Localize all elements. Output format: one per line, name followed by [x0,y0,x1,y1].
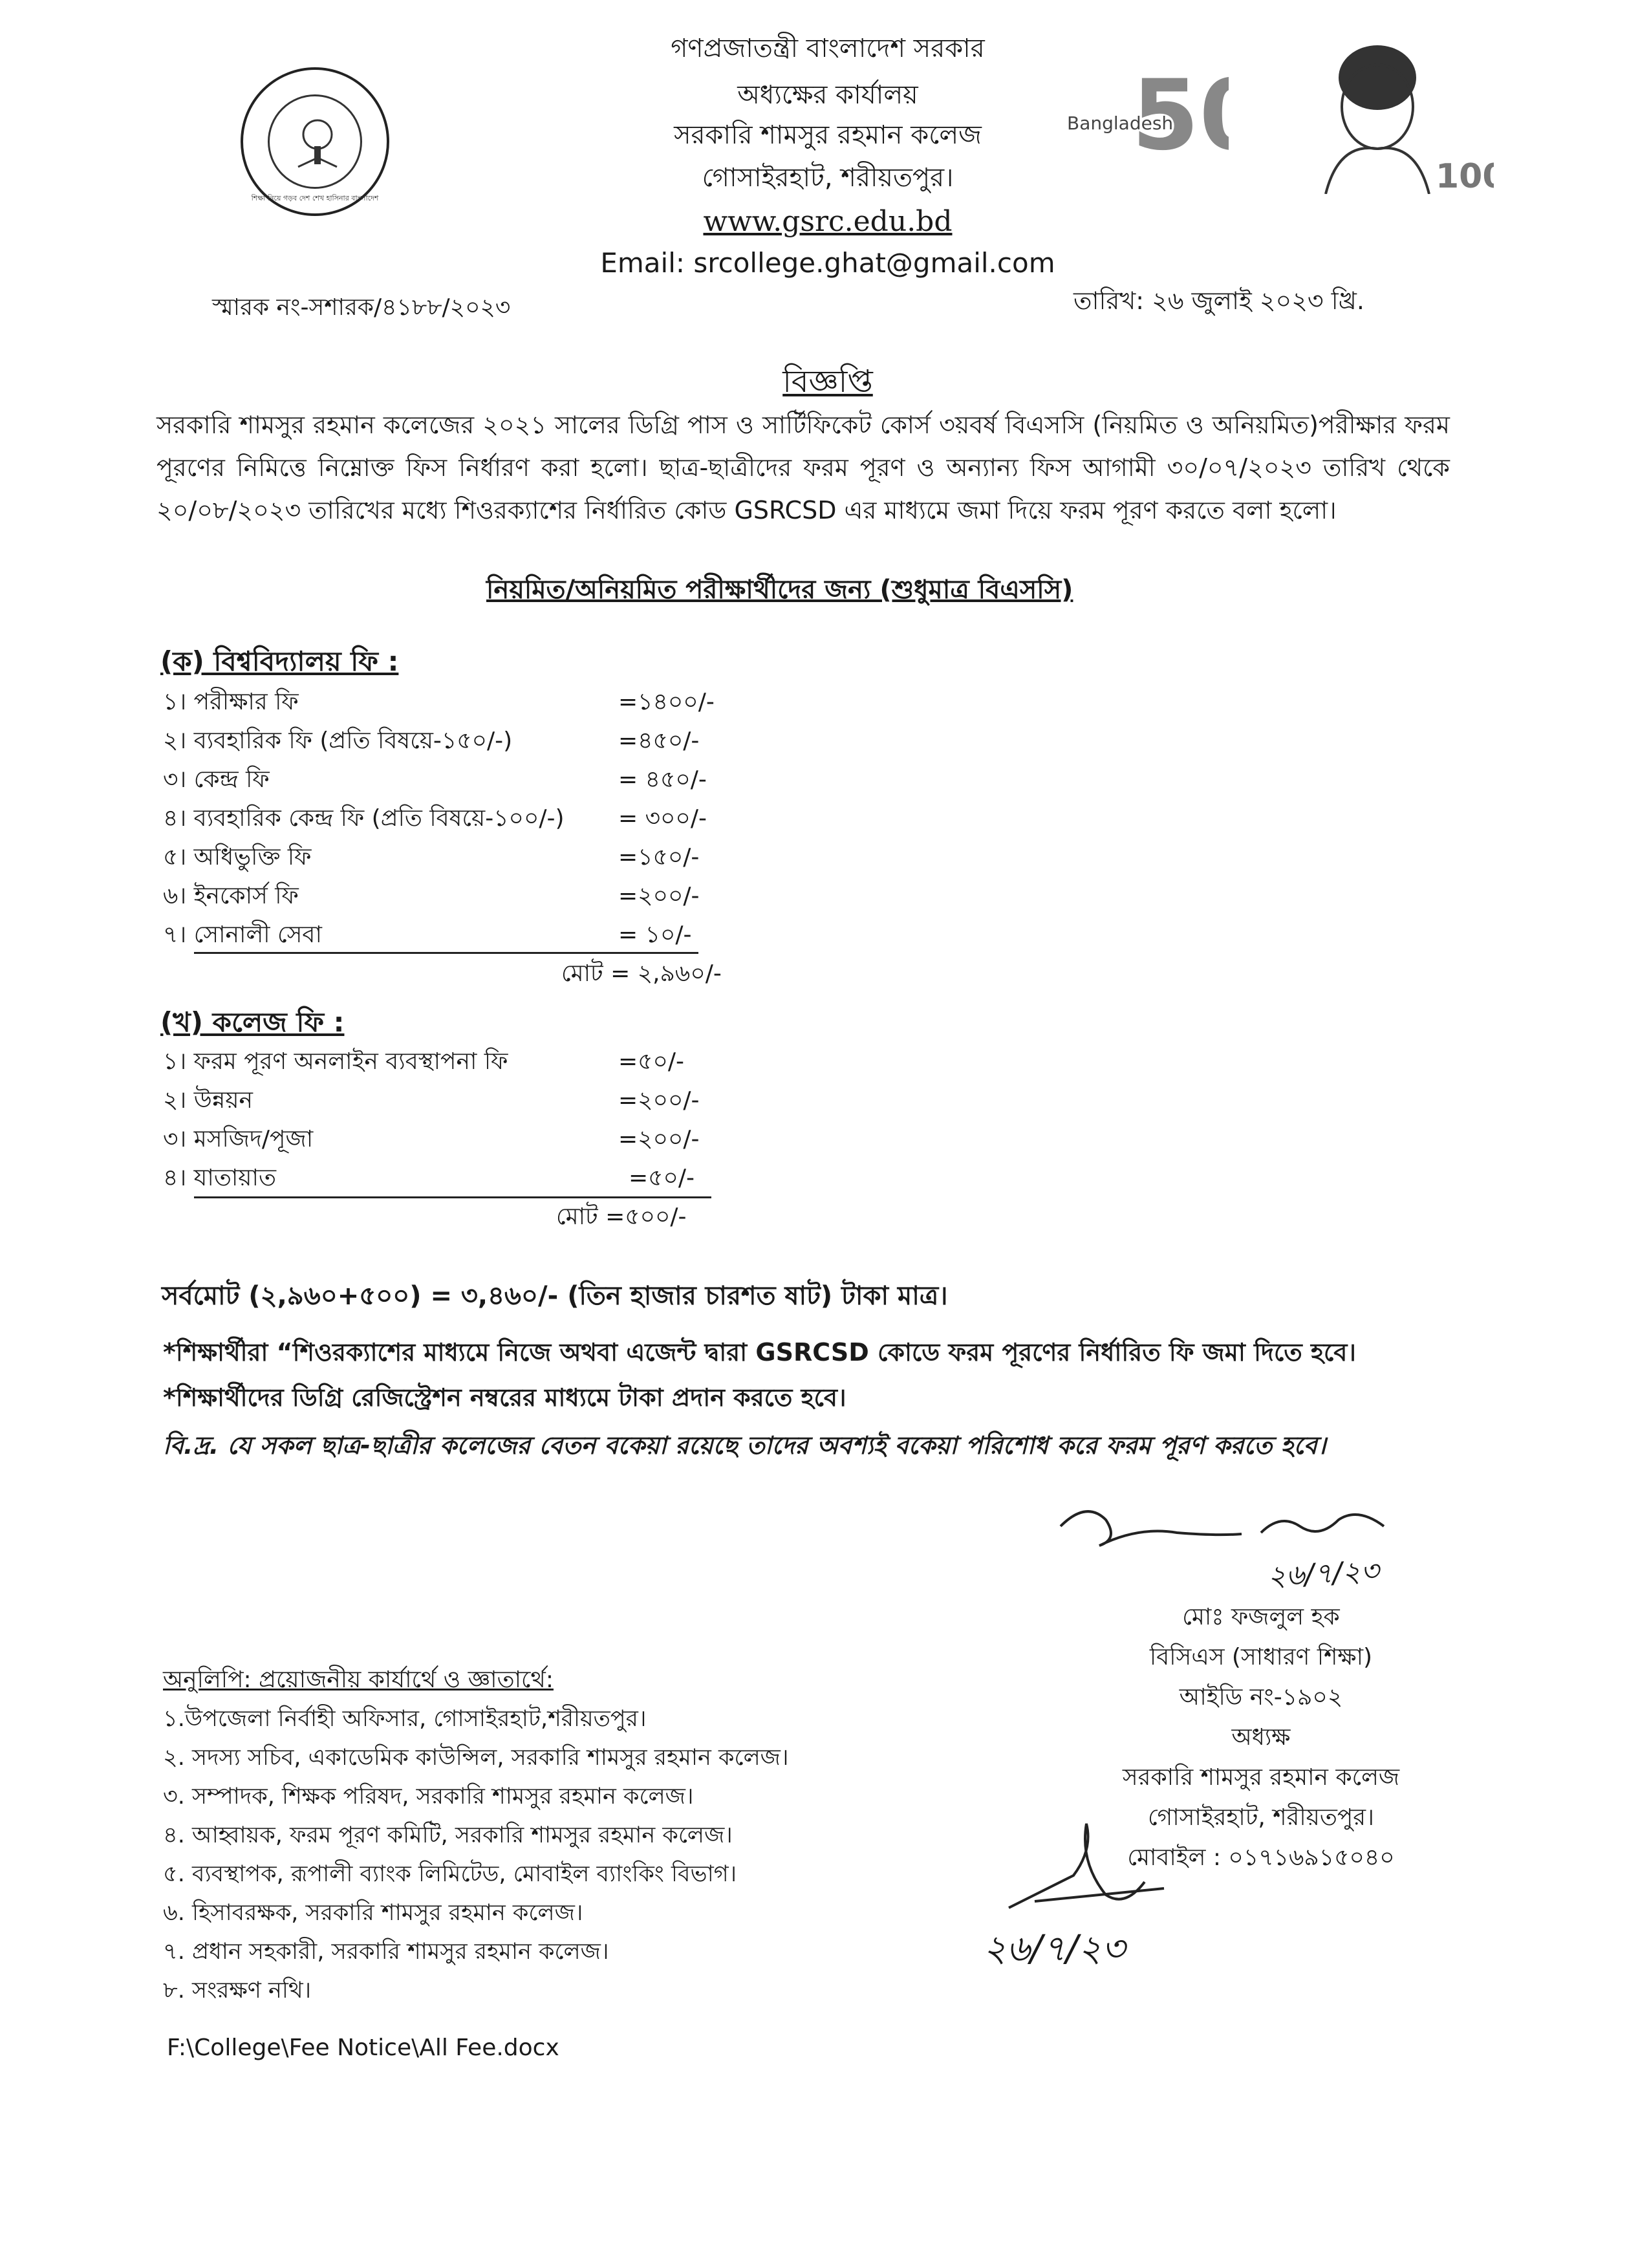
signatory-designation: অধ্যক্ষ [1231,1724,1291,1751]
second-signature-date: ২৬/৭/২৩ [983,1928,1125,1970]
grand-total: সর্বমোট (২,৯৬০+৫০০) = ৩,৪৬০/- (তিন হাজার চারশত ষাট) টাকা মাত্র। [162,1281,948,1311]
email-address: Email: srcollege.ghat@gmail.com [600,247,1055,279]
signatory-mobile: মোবাইল : ০১৭১৬৯১৫০৪০ [1127,1844,1395,1871]
fee-label: ২। উন্নয়ন [163,1087,253,1114]
notice-date: তারিখ: ২৬ জুলাই ২০২৩ খ্রি. [1073,286,1364,315]
notice-subtitle: নিয়মিত/অনিয়মিত পরীক্ষার্থীদের জন্য (শুধুমাত্র বিএসসি) [486,575,1073,605]
fee-row [163,1120,745,1159]
file-path: F:\College\Fee Notice\All Fee.docx [167,2035,559,2061]
cc-item: ১.উপজেলা নির্বাহী অফিসার, গোসাইরহাট,শরীয়তপুর। [163,1706,647,1732]
cc-item: ৪. আহ্বায়ক, ফরম পূরণ কমিটি, সরকারি শামসুর রহমান কলেজ। [163,1822,733,1848]
college-fees-total: মোট =৫০০/- [556,1204,687,1230]
signatory-address: গোসাইরহাট, শরীয়তপুর। [1148,1804,1374,1831]
college-fees-heading: (খ) কলেজ ফি : [160,1006,345,1038]
mujib-100-logo [1300,32,1494,194]
fee-label: ৭। সোনালী সেবা [163,922,322,948]
bangladesh-50-logo [1061,52,1229,181]
fee-row [163,1081,745,1120]
fee-amount: =২০০/- [618,883,700,909]
cc-item: ৫. ব্যবস্থাপক, রূপালী ব্যাংক লিমিটেড, মোবাইল ব্যাংকিং বিভাগ। [163,1861,737,1887]
fee-amount: =১৪০০/- [618,689,715,715]
cc-heading: অনুলিপি: প্রয়োজনীয় কার্যার্থে ও জ্ঞাতার্থে: [163,1667,554,1693]
header-line-1: গণপ্রজাতন্ত্রী বাংলাদেশ সরকার [671,34,985,63]
signatory-cadre: বিসিএস (সাধারণ শিক্ষা) [1149,1644,1373,1670]
fee-amount: =৪৫০/- [618,728,700,754]
portrait-icon [1300,32,1494,194]
fee-amount: =২০০/- [618,1126,700,1152]
college-seal-logo [241,67,389,216]
fee-label: ৩। মসজিদ/পূজা [163,1126,314,1152]
fee-label: ১। ফরম পূরণ অনলাইন ব্যবস্থাপনা ফি [163,1048,508,1075]
fee-row [163,1159,745,1198]
fee-amount: = ৪৫০/- [618,766,707,793]
cc-item: ২. সদস্য সচিব, একাডেমিক কাউন্সিল, সরকারি শামসুর রহমান কলেজ। [163,1745,789,1771]
fee-amount: =৫০/- [629,1165,695,1191]
fee-row [163,722,745,761]
fee-label: ২। ব্যবহারিক ফি (প্রতি বিষয়ে-১৫০/-) [163,728,513,754]
fee-label: ৪। যাতায়াত [163,1165,276,1191]
fee-label: ৩। কেন্দ্র ফি [163,766,270,793]
fee-amount: = ১০/- [618,922,692,948]
signatory-college: সরকারি শামসুর রহমান কলেজ [1122,1764,1400,1791]
jubilee-number: 5 [1132,59,1200,172]
note-dues: বি.দ্র. যে সকল ছাত্র-ছাত্রীর কলেজের বেতন বকেয়া রয়েছে তাদের অবশ্যই বকেয়া পরিশোধ করে ফরম পূরণ করতে হবে। [163,1431,1326,1460]
fee-divider [194,952,698,954]
notice-paragraph: সরকারি শামসুর রহমান কলেজের ২০২১ সালের ডিগ্রি পাস ও সার্টিফিকেট কোর্স ৩য়বর্ষ বিএসসি (নিয়মিত ও অনিয়মিত)পরীক্ষার ফরম পূরণের নিমিত্তে নিম্নোক্ত ফিস নির্ধারণ করা হলো। ছাত্র-ছাত্রীদের ফরম পূরণ ও অন্যান্য ফিস আগামী ৩০/০৭/২০২৩ তারিখ থেকে ২০/০৮/২০২৩ তারিখের মধ্যে শিওরক্যাশের নির্ধারিত কোড GSRCSD এর মাধ্যমে জমা দিয়ে ফরম পূরণ করতে বলা হলো। [156,411,1450,524]
seal-text: শিক্ষা নিয়ে গড়ব দেশ শেখ হাসিনার বাংলাদেশ [251,194,379,202]
signatory-name: মোঃ ফজলুল হক [1182,1604,1340,1630]
cc-item: ৬. হিসাবরক্ষক, সরকারি শামসুর রহমান কলেজ। [163,1900,583,1926]
jubilee-emblem-icon [1061,52,1229,181]
notice-title: বিজ্ঞপ্তি [782,363,873,400]
fee-row [163,799,745,838]
signatory-id: আইডি নং-১৯০২ [1179,1684,1343,1711]
cc-item: ৭. প্রধান সহকারী, সরকারি শামসুর রহমান কলেজ। [163,1939,609,1965]
jubilee-text: Bangladesh [1067,113,1174,134]
fee-row [163,683,745,722]
tree-icon [288,115,347,173]
fee-row [163,877,745,916]
fee-label: ১। পরীক্ষার ফি [163,689,299,715]
fee-amount: =১৫০/- [618,844,700,870]
cc-item: ৩. সম্পাদক, শিক্ষক পরিষদ, সরকারি শামসুর রহমান কলেজ। [163,1784,694,1809]
note-registration: *শিক্ষার্থীদের ডিগ্রি রেজিস্ট্রেশন নম্বরের মাধ্যমে টাকা প্রদান করতে হবে। [163,1383,846,1412]
fee-amount: =২০০/- [618,1087,700,1114]
fee-label: ৬। ইনকোর্স ফি [163,883,299,909]
cc-item: ৮. সংরক্ষণ নথি। [163,1978,312,2003]
signature-date: ২৬/৭/২৩ [1266,1554,1380,1593]
website-link[interactable]: www.gsrc.edu.bd [703,205,953,238]
mujib-number: 10 [1436,157,1483,194]
fee-amount: =৫০/- [618,1048,685,1075]
fee-label: ৫। অধিভুক্তি ফি [163,844,312,870]
university-fees-total: মোট = ২,৯৬০/- [561,960,722,987]
fee-amount: = ৩০০/- [618,805,707,832]
fee-row [163,1042,745,1081]
header-line-4: গোসাইরহাট, শরীয়তপুর। [702,163,954,193]
header-line-3: সরকারি শামসুর রহমান কলেজ [674,120,982,150]
header-line-2: অধ্যক্ষের কার্যালয় [737,80,918,110]
second-signature-icon [996,1811,1203,1921]
fee-row [163,761,745,799]
note-surecash: *শিক্ষার্থীরা “শিওরক্যাশের মাধ্যমে নিজে অথবা এজেন্ট দ্বারা GSRCSD কোডে ফরম পূরণের নির্ধারিত ফি জমা দিতে হবে। [163,1338,1356,1366]
fee-label: ৪। ব্যবহারিক কেন্দ্র ফি (প্রতি বিষয়ে-১০০/-) [163,805,565,832]
memo-number: স্মারক নং-সশারক/৪১৮৮/২০২৩ [212,294,511,321]
fee-row [163,916,745,955]
university-fees-heading: (ক) বিশ্ববিদ্যালয় ফি : [160,645,399,677]
fee-row [163,838,745,877]
